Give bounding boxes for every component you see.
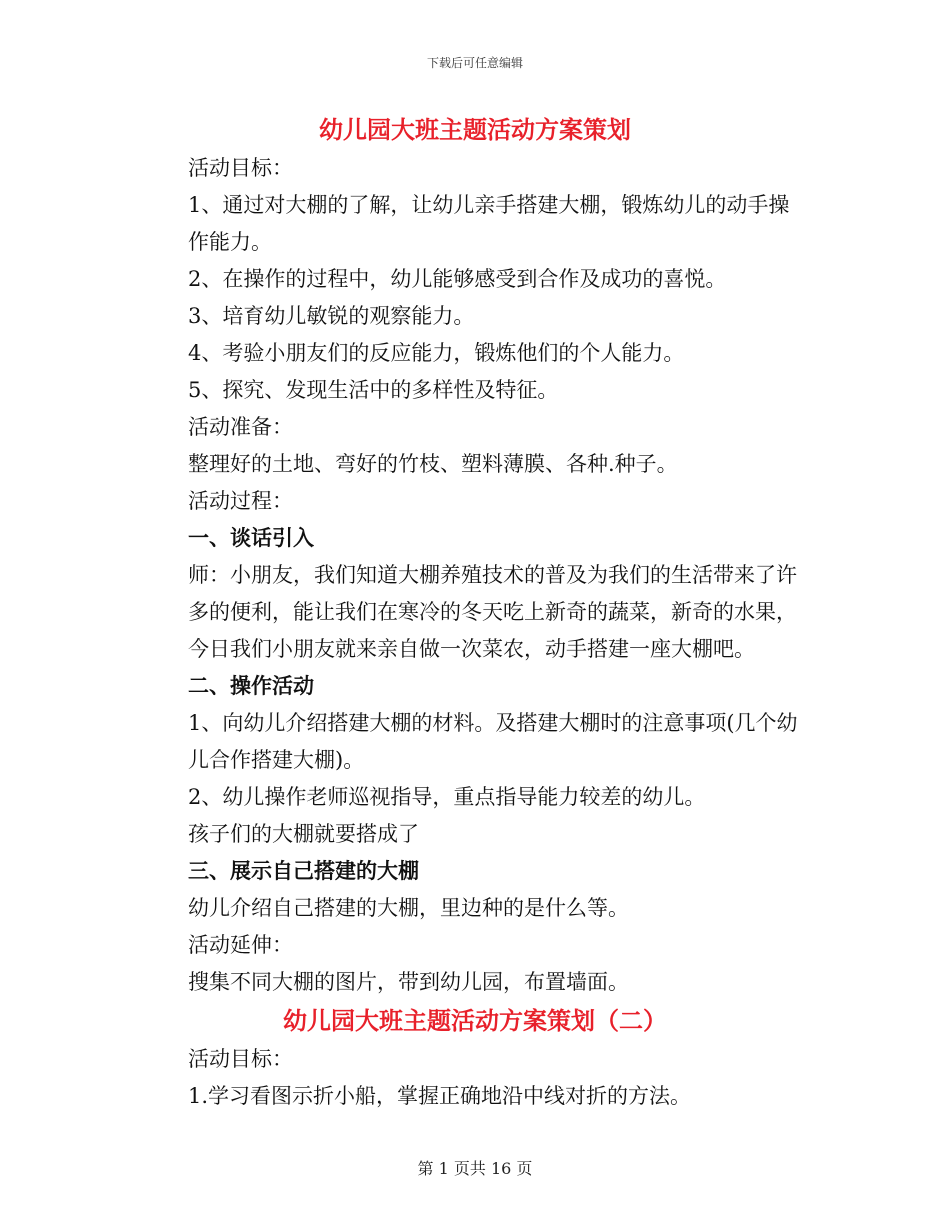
section-item: 2、幼儿操作老师巡视指导，重点指导能力较差的幼儿。	[188, 785, 706, 809]
doc-title-2: 幼儿园大班主题活动方案策划（二）	[283, 1007, 667, 1035]
prep-text: 整理好的土地、弯好的竹枝、塑料薄膜、各种.种子。	[188, 452, 678, 476]
goal-item: 1.学习看图示折小船，掌握正确地沿中线对折的方法。	[188, 1084, 692, 1108]
goal-item: 1、通过对大棚的了解，让幼儿亲手搭建大棚，锻炼幼儿的动手操作能力。	[188, 193, 790, 254]
section-item: 孩子们的大棚就要搭成了	[188, 822, 419, 846]
header-note: 下载后可任意编辑	[426, 56, 523, 70]
goals-heading: 活动目标：	[188, 156, 293, 180]
doc-title: 幼儿园大班主题活动方案策划	[319, 116, 631, 144]
extension-text: 搜集不同大棚的图片，带到幼儿园，布置墙面。	[188, 970, 629, 994]
goal-item: 4、考验小朋友们的反应能力，锻炼他们的个人能力。	[188, 341, 685, 365]
section-text: 幼儿介绍自己搭建的大棚，里边种的是什么等。	[188, 896, 629, 920]
section-text: 师：小朋友，我们知道大棚养殖技术的普及为我们的生活带来了许多的便利，能让我们在寒冷的冬天吃上新奇的蔬菜，新奇的水果，今日我们小朋友就来亲自做一次菜农，动手搭建一座大棚吧。	[188, 563, 797, 661]
section-heading: 二、操作活动	[188, 674, 314, 698]
goal-item: 3、培育幼儿敏锐的观察能力。	[188, 304, 475, 328]
extension-heading: 活动延伸：	[188, 933, 293, 957]
goals-heading-2: 活动目标：	[188, 1047, 293, 1071]
section-heading: 一、谈话引入	[188, 526, 314, 550]
section-heading: 三、展示自己搭建的大棚	[188, 859, 419, 883]
goal-item: 5、探究、发现生活中的多样性及特征。	[188, 378, 559, 402]
process-heading: 活动过程：	[188, 489, 293, 513]
prep-heading: 活动准备：	[188, 415, 293, 439]
page-footer: 第 1 页共 16 页	[417, 1159, 533, 1178]
document-body	[142, 110, 808, 1115]
goal-item: 2、在操作的过程中，幼儿能够感受到合作及成功的喜悦。	[188, 267, 727, 291]
section-item: 1、向幼儿介绍搭建大棚的材料。及搭建大棚时的注意事项(几个幼儿合作搭建大棚)。	[188, 711, 798, 772]
